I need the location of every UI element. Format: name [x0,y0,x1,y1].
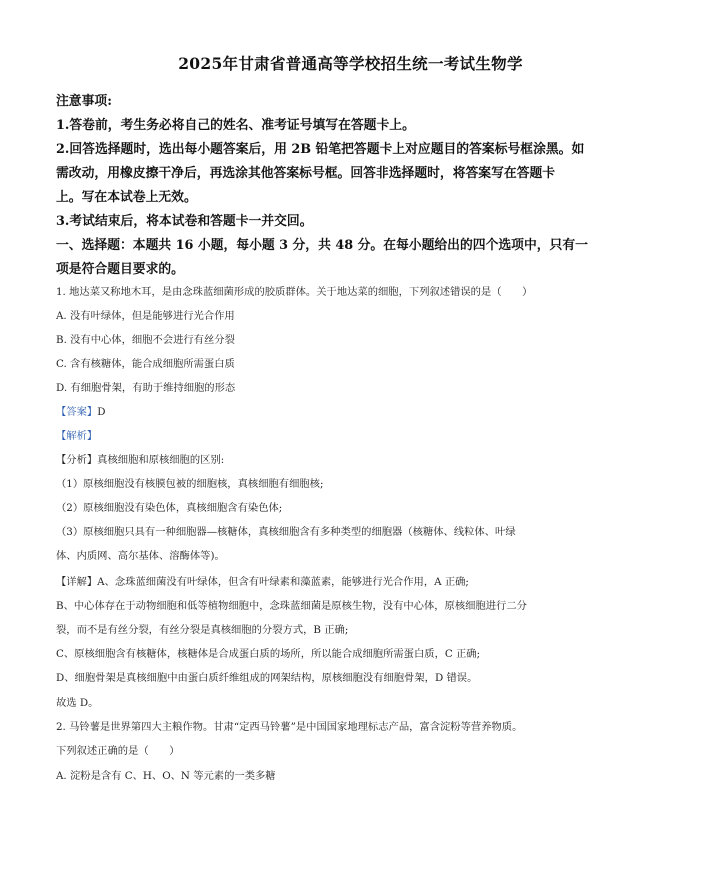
notice-item-2: 2.回答选择题时，选出每小题答案后，用 2B 铅笔把答题卡上对应题目的答案标号框涂黑。如 [56,142,585,157]
analysis-line-1: 【分析】真核细胞和原核细胞的区别: [56,454,225,466]
question-1-option-c: C. 含有核糖体，能合成细胞所需蛋白质 [56,358,235,370]
detail-conclusion: 故选 D。 [56,697,99,709]
question-2-stem: 2. 马铃薯是世界第四大主粮作物。甘肃“定西马铃薯”是中国国家地理标志产品，富含淀粉等营养物质。 [56,721,523,733]
detail-line-5: D、细胞骨架是真核细胞中由蛋白质纤维组成的网架结构，原核细胞没有细胞骨架，D 错误。 [56,672,478,684]
question-1-option-a: A. 没有叶绿体，但是能够进行光合作用 [56,310,235,322]
analysis-line-3: （2）原核细胞没有染色体，真核细胞含有染色体; [56,502,283,514]
question-1-option-d: D. 有细胞骨架，有助于维持细胞的形态 [56,382,236,394]
question-2-option-a: A. 淀粉是含有 C、H、O、N 等元素的一类多糖 [56,770,276,782]
section-heading: 一、选择题：本题共 16 小题，每小题 3 分，共 48 分。在每小题给出的四个选项中，只有一 [56,238,588,253]
analysis-tag: 【解析】 [56,430,98,442]
question-1-option-b: B. 没有中心体，细胞不会进行有丝分裂 [56,334,235,346]
notice-item-1: 1.答卷前，考生务必将自己的姓名、准考证号填写在答题卡上。 [56,118,415,133]
detail-line-2: B、中心体存在于动物细胞和低等植物细胞中，念珠蓝细菌是原核生物，没有中心体，原核细胞进行二分 [56,600,527,612]
detail-line-3: 裂，而不是有丝分裂，有丝分裂是真核细胞的分裂方式，B 正确; [56,624,349,636]
detail-line-1: 【详解】A、念珠蓝细菌没有叶绿体，但含有叶绿素和藻蓝素，能够进行光合作用，A 正确; [56,576,469,588]
answer-tag: 【答案】 [56,406,98,418]
answer-line [56,403,649,418]
question-2-stem-cont: 下列叙述正确的是（ ） [56,745,180,757]
analysis-line-4: （3）原核细胞只具有一种细胞器—核糖体，真核细胞含有多种类型的细胞器（核糖体、线粒体、叶绿 [56,526,516,538]
exam-title: 2025年甘肃省普通高等学校招生统一考试生物学 [178,54,523,73]
notice-item-2-cont: 需改动，用橡皮擦干净后，再选涂其他答案标号框。回答非选择题时，将答案写在答题卡 [56,166,556,181]
analysis-line-5: 体、内质网、高尔基体、溶酶体等)。 [56,550,225,562]
question-1-stem: 1. 地达菜又称地木耳，是由念珠蓝细菌形成的胶质群体。关于地达菜的细胞，下列叙述错误的是（ ） [56,286,533,298]
notice-item-2-end: 上。写在本试卷上无效。 [56,190,197,205]
detail-line-4: C、原核细胞含有核糖体，核糖体是合成蛋白质的场所，所以能合成细胞所需蛋白质，C 正确; [56,648,481,660]
section-heading-cont: 项是符合题目要求的。 [56,262,184,277]
notice-heading: 注意事项: [56,94,112,109]
analysis-line-2: （1）原核细胞没有核膜包被的细胞核，真核细胞有细胞核; [56,478,324,490]
answer-value: D [97,406,106,418]
notice-item-3: 3.考试结束后，将本试卷和答题卡一并交回。 [56,214,313,229]
